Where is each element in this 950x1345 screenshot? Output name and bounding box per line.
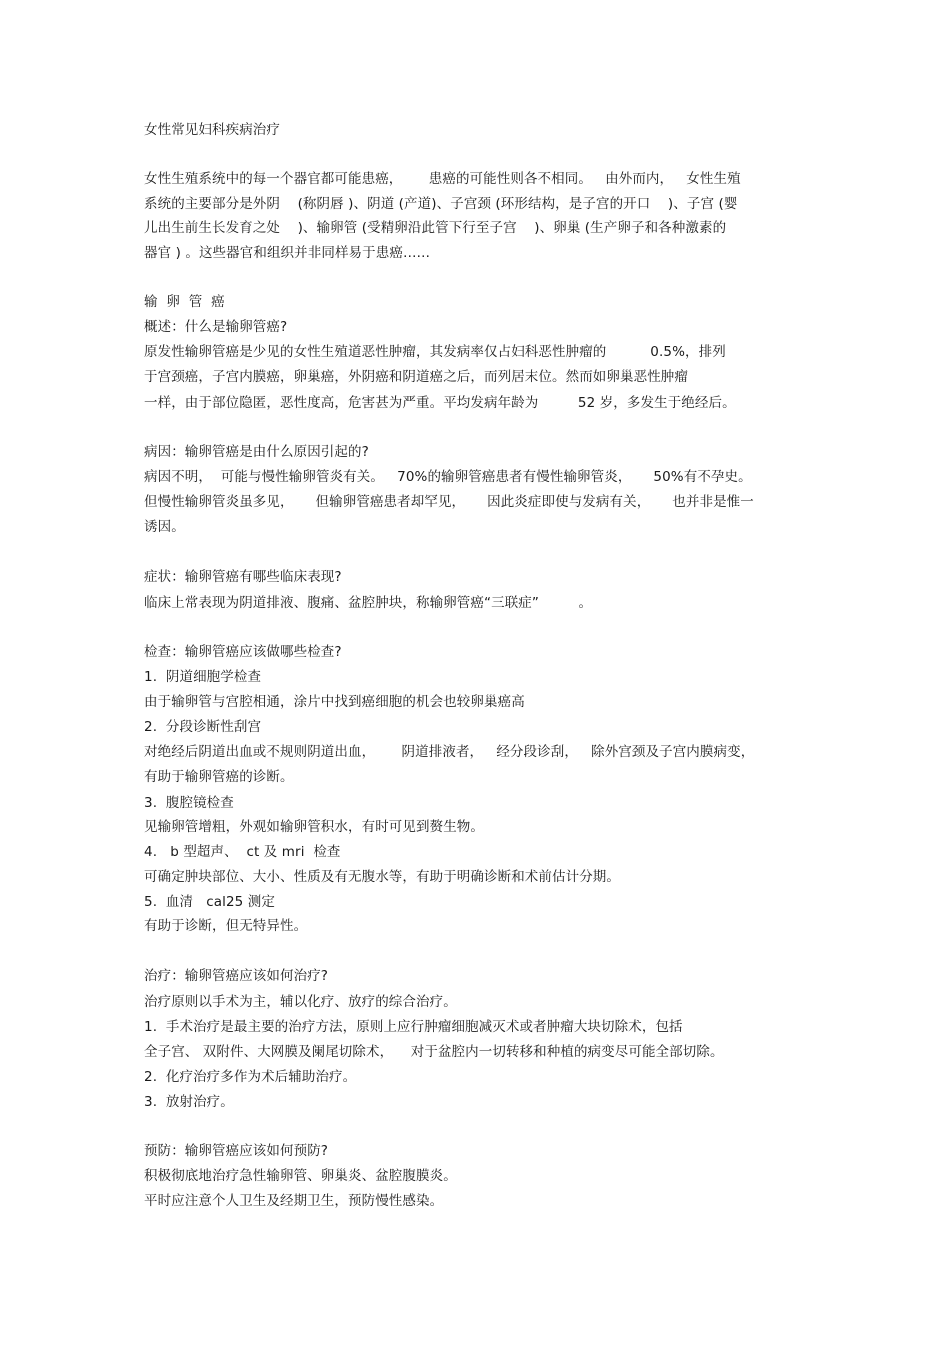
doc-title: 女性常见妇科疾病治疗: [144, 122, 280, 138]
symptom-question: 症状：输卵管癌有哪些临床表现?: [144, 569, 342, 585]
exam-line: 可确定肿块部位、大小、性质及有无腹水等，有助于明确诊断和术前估计分期。: [144, 869, 620, 885]
treat-question: 治疗：输卵管癌应该如何治疗?: [144, 968, 329, 984]
cause-line: 病因不明， 可能与慢性输卵管炎有关。 70%的输卵管癌患者有慢性输卵管炎， 50%有不孕史。: [144, 469, 752, 485]
exam-line: 见输卵管增粗，外观如输卵管积水，有时可见到赘生物。: [144, 819, 484, 835]
exam-line: 4. b 型超声、 ct 及 mri 检查: [144, 844, 341, 860]
intro-line: 器官 ) 。这些器官和组织并非同样易于患癌……: [144, 245, 431, 261]
treat-line: 2. 化疗治疗多作为术后辅助治疗。: [144, 1069, 357, 1085]
symptom-line: 临床上常表现为阴道排液、腹痛、盆腔肿块，称输卵管癌“三联症” 。: [144, 595, 593, 611]
section-heading: 输 卵 管 癌: [144, 294, 225, 310]
exam-line: 3. 腹腔镜检查: [144, 795, 234, 811]
overview-question: 概述：什么是输卵管癌?: [144, 319, 288, 335]
intro-line: 系统的主要部分是外阴 (称阴唇 )、阴道 (产道)、子宫颈 (环形结构，是子宫的开口 )、子宫 (婴: [144, 196, 738, 212]
overview-line: 一样，由于部位隐匿，恶性度高，危害甚为严重。平均发病年龄为 52 岁，多发生于绝经后。: [144, 395, 736, 411]
overview-line: 于宫颈癌，子宫内膜癌，卵巢癌，外阴癌和阴道癌之后，而列居末位。然而如卵巢恶性肿瘤: [144, 369, 688, 385]
treat-line: 1. 手术治疗是最主要的治疗方法，原则上应行肿瘤细胞减灭术或者肿瘤大块切除术，包括: [144, 1019, 683, 1035]
exam-line: 1. 阴道细胞学检查: [144, 669, 262, 685]
cause-line: 但慢性输卵管炎虽多见， 但输卵管癌患者却罕见， 因此炎症即使与发病有关， 也并非是惟一: [144, 494, 754, 510]
prevent-line: 平时应注意个人卫生及经期卫生，预防慢性感染。: [144, 1193, 444, 1209]
exam-line: 对绝经后阴道出血或不规则阴道出血， 阴道排液者， 经分段诊刮， 除外宫颈及子宫内膜病变，: [144, 744, 755, 760]
overview-line: 原发性输卵管癌是少见的女性生殖道恶性肿瘤，其发病率仅占妇科恶性肿瘤的 0.5%，排列: [144, 344, 726, 360]
exam-line: 有助于输卵管癌的诊断。: [144, 769, 294, 785]
treat-line: 3. 放射治疗。: [144, 1094, 234, 1110]
prevent-question: 预防：输卵管癌应该如何预防?: [144, 1143, 329, 1159]
cause-line: 诱因。: [144, 519, 185, 535]
prevent-line: 积极彻底地治疗急性输卵管、卵巢炎、盆腔腹膜炎。: [144, 1168, 457, 1184]
exam-question: 检查：输卵管癌应该做哪些检查?: [144, 644, 342, 660]
exam-line: 5. 血清 cal25 测定: [144, 894, 275, 910]
intro-line: 女性生殖系统中的每一个器官都可能患癌， 患癌的可能性则各不相同。 由外而内， 女性生殖: [144, 171, 741, 187]
exam-line: 有助于诊断，但无特异性。: [144, 918, 308, 934]
treat-line: 全子宫、 双附件、大网膜及阑尾切除术， 对于盆腔内一切转移和种植的病变尽可能全部切除。: [144, 1044, 724, 1060]
cause-question: 病因：输卵管癌是由什么原因引起的?: [144, 444, 369, 460]
treat-line: 治疗原则以手术为主，辅以化疗、放疗的综合治疗。: [144, 994, 457, 1010]
exam-line: 由于输卵管与宫腔相通，涂片中找到癌细胞的机会也较卵巢癌高: [144, 694, 525, 710]
intro-line: 儿出生前生长发育之处 )、输卵管 (受精卵沿此管下行至子宫 )、卵巢 (生产卵子和各种激素的: [144, 220, 727, 236]
exam-line: 2. 分段诊断性刮宫: [144, 719, 262, 735]
